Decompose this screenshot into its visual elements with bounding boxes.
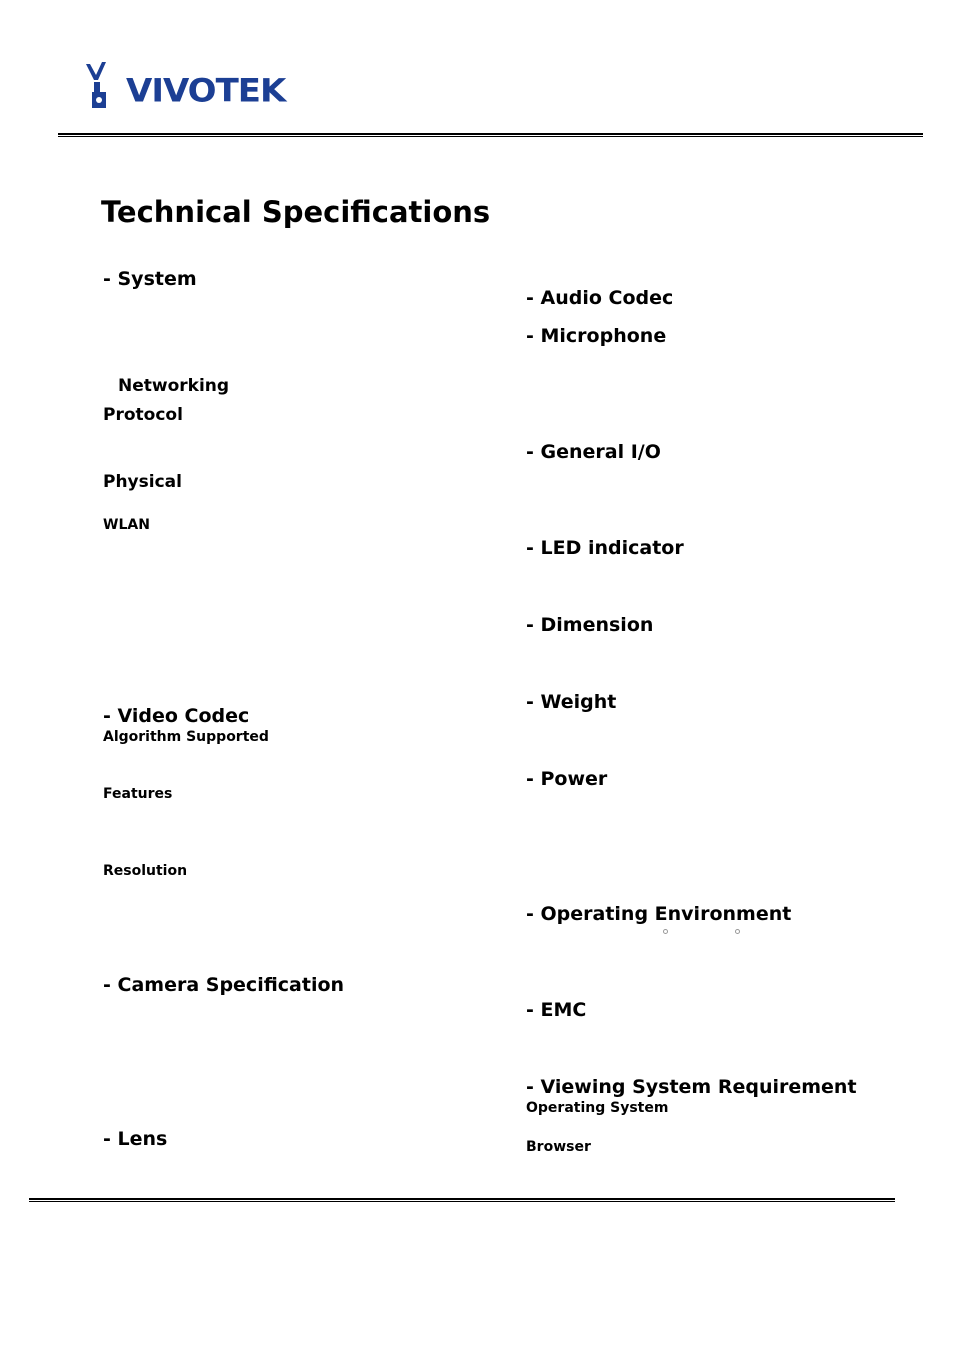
section-general-io: - General I/O xyxy=(526,441,661,463)
section-viewing-system-requirement: - Viewing System Requirement xyxy=(526,1076,857,1098)
section-camera-specification: - Camera Specification xyxy=(103,974,345,996)
degree-mark xyxy=(663,929,668,934)
section-power: - Power xyxy=(526,768,608,790)
brand-wordmark: VIVOTEK xyxy=(126,72,286,110)
section-audio-codec: - Audio Codec xyxy=(526,287,674,309)
section-led-indicator: - LED indicator xyxy=(526,537,684,559)
label-algorithm-supported: Algorithm Supported xyxy=(103,729,269,745)
section-emc: - EMC xyxy=(526,999,587,1021)
label-features: Features xyxy=(103,786,173,802)
label-networking: Networking xyxy=(118,376,230,396)
section-lens: - Lens xyxy=(103,1128,168,1150)
label-resolution: Resolution xyxy=(103,863,188,879)
label-protocol: Protocol xyxy=(103,405,183,425)
section-dimension: - Dimension xyxy=(526,614,654,636)
label-browser: Browser xyxy=(526,1139,591,1155)
degree-mark xyxy=(735,929,740,934)
section-video-codec: - Video Codec xyxy=(103,705,250,727)
section-weight: - Weight xyxy=(526,691,617,713)
header-rule xyxy=(58,133,923,137)
section-operating-environment: - Operating Environment xyxy=(526,903,792,925)
footer-rule xyxy=(29,1198,895,1202)
section-microphone: - Microphone xyxy=(526,325,667,347)
label-physical: Physical xyxy=(103,472,182,492)
label-operating-system: Operating System xyxy=(526,1100,669,1116)
section-system: - System xyxy=(103,268,197,290)
label-wlan: WLAN xyxy=(103,517,150,533)
page-title: Technical Specifications xyxy=(101,195,491,229)
